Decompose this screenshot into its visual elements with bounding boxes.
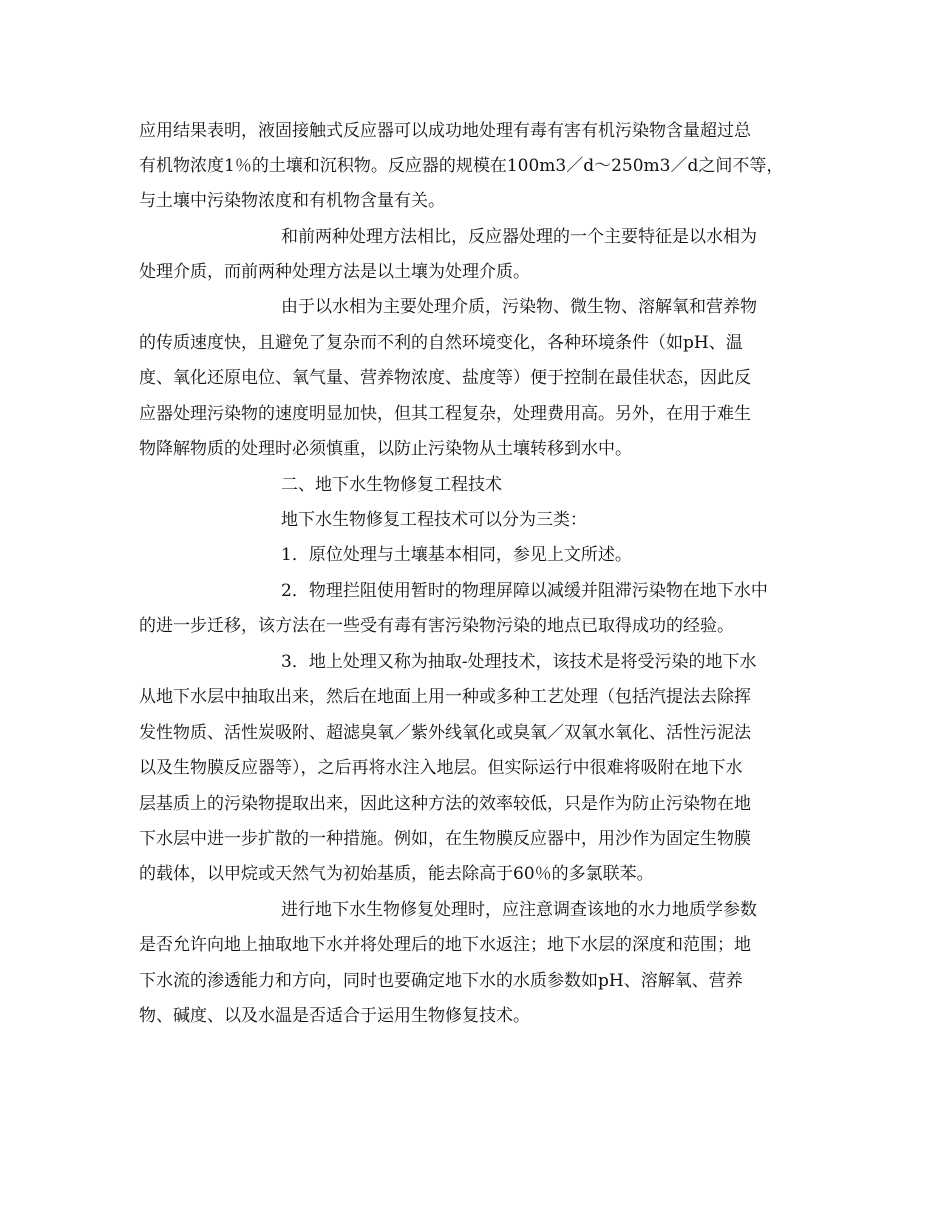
text-line: 发性物质、活性炭吸附、超滤臭氧／紫外线氧化或臭氧／双氧水氧化、活性污泥法	[139, 723, 751, 743]
text-line: 与土壤中污染物浓度和有机物含量有关。	[139, 191, 445, 211]
text-line: 的传质速度快，且避免了复杂而不利的自然环境变化，各种环境条件（如pH、温	[139, 333, 743, 353]
text-line: 和前两种处理方法相比，反应器处理的一个主要特征是以水相为	[281, 227, 757, 247]
text-line: 是否允许向地上抽取地下水并将处理后的地下水返注；地下水层的深度和范围；地	[139, 935, 751, 955]
text-line: 下水层中进一步扩散的一种措施。例如，在生物膜反应器中，用沙作为固定生物膜	[139, 829, 751, 849]
text-line: 物降解物质的处理时必须慎重，以防止污染物从土壤转移到水中。	[139, 439, 632, 459]
text-line: 由于以水相为主要处理介质，污染物、微生物、溶解氧和营养物	[281, 297, 757, 317]
text-line: 物、碱度、以及水温是否适合于运用生物修复技术。	[139, 1006, 530, 1026]
text-line: 应器处理污染物的速度明显加快，但其工程复杂，处理费用高。另外，在用于难生	[139, 404, 751, 424]
text-line: 3．地上处理又称为抽取-处理技术，该技术是将受污染的地下水	[281, 652, 757, 672]
text-line: 从地下水层中抽取出来，然后在地面上用一种或多种工艺处理（包括汽提法去除挥	[139, 687, 751, 707]
text-line: 1．原位处理与土壤基本相同，参见上文所述。	[281, 545, 632, 565]
section-heading: 二、地下水生物修复工程技术	[281, 475, 502, 495]
text-line: 应用结果表明，液固接触式反应器可以成功地处理有毒有害有机污染物含量超过总	[139, 121, 751, 141]
text-line: 处理介质，而前两种处理方法是以土壤为处理介质。	[139, 262, 530, 282]
text-line: 的进一步迁移，该方法在一些受有毒有害污染物污染的地点已取得成功的经验。	[139, 616, 734, 636]
text-line: 层基质上的污染物提取出来，因此这种方法的效率较低，只是作为防止污染物在地	[139, 794, 751, 814]
text-line: 以及生物膜反应器等），之后再将水注入地层。但实际运行中很难将吸附在地下水	[139, 758, 743, 778]
text-line: 有机物浓度1％的土壤和沉积物。反应器的规模在100m3／d～250m3／d之间不等，	[139, 156, 784, 176]
text-line: 的载体，以甲烷或天然气为初始基质，能去除高于60％的多氯联苯。	[139, 864, 654, 884]
text-line: 度、氧化还原电位、氧气量、营养物浓度、盐度等）便于控制在最佳状态，因此反	[139, 368, 751, 388]
text-line: 地下水生物修复工程技术可以分为三类：	[281, 510, 587, 530]
text-line: 下水流的渗透能力和方向，同时也要确定地下水的水质参数如pH、溶解氧、营养	[139, 971, 743, 991]
text-line: 2．物理拦阻使用暂时的物理屏障以减缓并阻滞污染物在地下水中	[281, 581, 768, 601]
text-line: 进行地下水生物修复处理时，应注意调查该地的水力地质学参数	[281, 900, 757, 920]
